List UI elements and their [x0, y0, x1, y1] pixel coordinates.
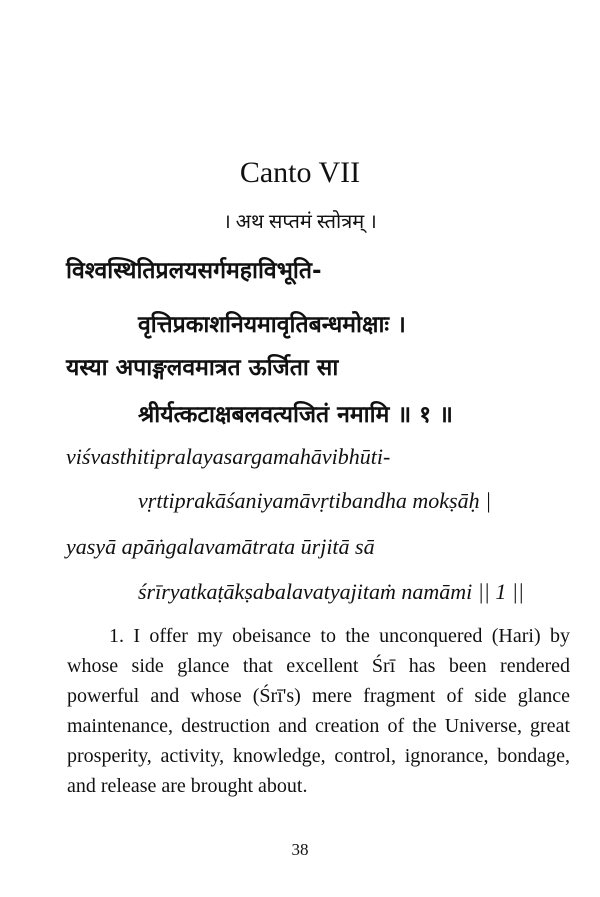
translation-paragraph: 1. I offer my obeisance to the unconquered (Hari) by whose side glance that excellent Śrī has been rendered powerful and whose (Śrī's) mere fragment of side glance maintenance, destruction and creation of the Universe, great prosperity, activity, knowledge, control, ignorance, bondage, and release are brought about.	[67, 625, 570, 797]
verse-transliteration-line-2: vṛttiprakāśaniyamāvṛtibandha mokṣāḥ |	[138, 488, 492, 513]
canto-subtitle-sanskrit: । अथ सप्तमं स्तोत्रम् ।	[223, 211, 377, 233]
canto-title: Canto VII	[239, 156, 361, 189]
page-number: 38	[291, 840, 309, 859]
verse-devanagari-line-1: विश्वस्थितिप्रलयसर्गमहाविभूति-	[66, 258, 322, 284]
verse-devanagari-line-2: वृत्तिप्रकाशनियमावृतिबन्धमोक्षाः ।	[138, 312, 406, 338]
verse-transliteration-line-3: yasyā apāṅgalavamātrata ūrjitā sā	[66, 534, 375, 559]
verse-devanagari-line-3: यस्या अपाङ्गलवमात्रत ऊर्जिता सा	[66, 355, 339, 381]
verse-transliteration-line-4: śrīryatkaṭākṣabalavatyajitaṁ namāmi || 1 ||	[138, 579, 524, 604]
translation-block	[67, 621, 570, 801]
verse-devanagari-line-4: श्रीर्यत्कटाक्षबलवत्यजितं नमामि ॥ १ ॥	[138, 402, 453, 428]
verse-transliteration-line-1: viśvasthitipralayasargamahāvibhūti-	[66, 444, 391, 469]
